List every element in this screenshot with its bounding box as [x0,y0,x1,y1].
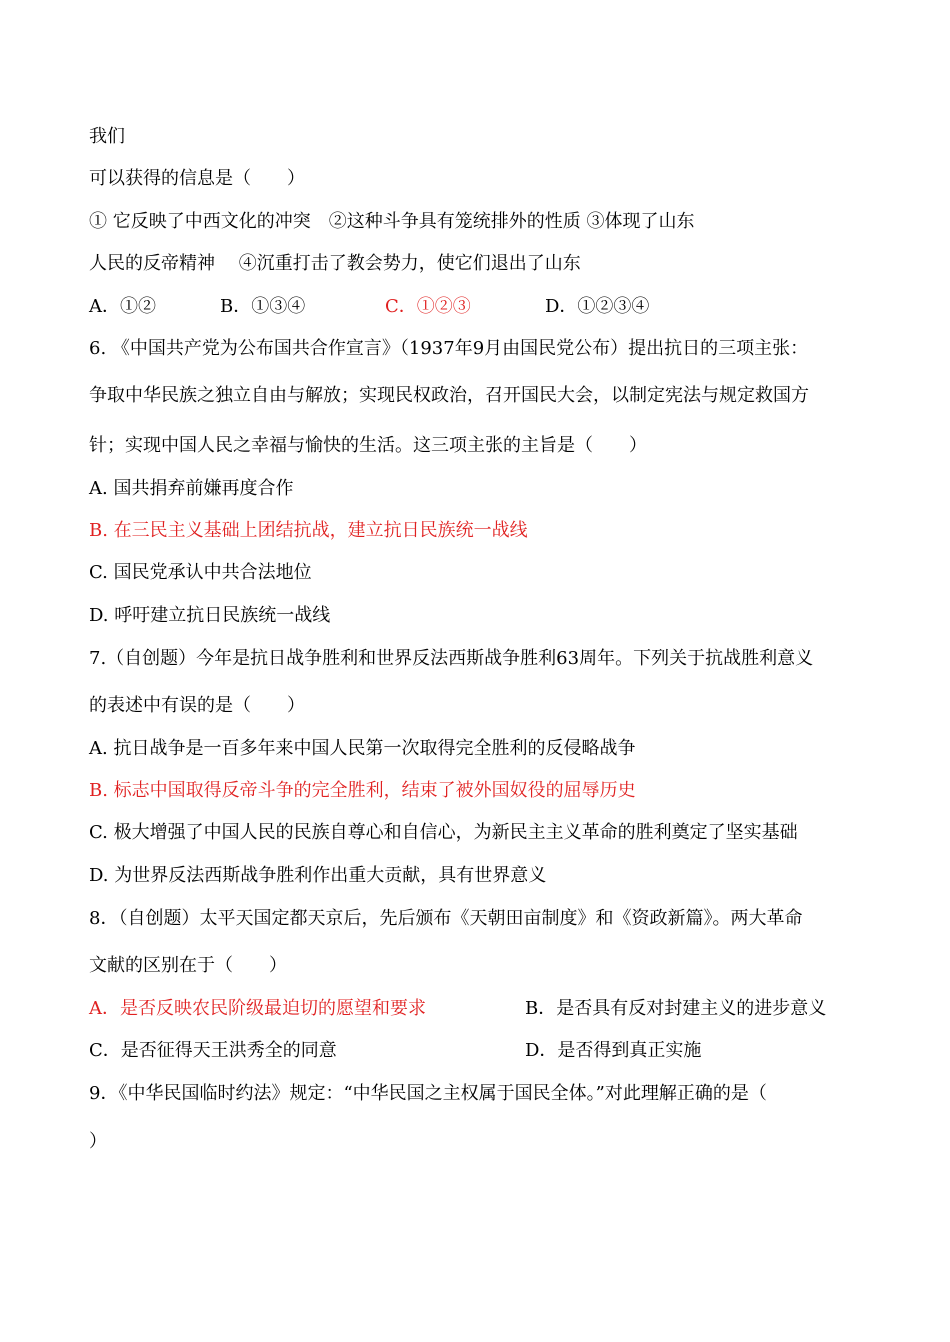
q8-option-b: B．是否具有反对封建主义的进步意义 [525,998,827,1019]
text-line: A. 国共捐弃前嫌再度合作 [89,478,294,499]
text-line: ① 它反映了中西文化的冲突 ②这种斗争具有笼统排外的性质 ③体现了山东 [89,211,695,232]
text-line: 7.（自创题）今年是抗日战争胜利和世界反法西斯战争胜利63周年。下列关于抗战胜利意义 [89,648,814,669]
text-line: 8．（自创题）太平天国定都天京后，先后颁布《天朝田亩制度》和《资政新篇》。两大革命 [89,908,803,929]
text-line: D. 呼吁建立抗日民族统一战线 [89,605,331,626]
q5-option-b: B．①③④ [220,296,306,317]
text-line: 争取中华民族之独立自由与解放；实现民权政治，召开国民大会，以制定宪法与规定救国方 [89,385,809,406]
q5-option-d: D．①②③④ [545,296,650,317]
q8-option-d: D．是否得到真正实施 [525,1040,702,1061]
text-line: 的表述中有误的是（ ） [89,695,305,716]
text-line: C. 国民党承认中共合法地位 [89,562,312,583]
text-line: 6. 《中国共产党为公布国共合作宣言》（1937年9月由国民党公布）提出抗日的三项主张： [89,338,809,359]
text-line: C．是否征得天王洪秀全的同意 [89,1040,337,1061]
text-line: 人民的反帝精神 ④沉重打击了教会势力，使它们退出了山东 [89,253,581,274]
text-line: 文献的区别在于（ ） [89,955,287,976]
answer-line: B. 在三民主义基础上团结抗战，建立抗日民族统一战线 [89,520,528,541]
text-line: 针；实现中国人民之幸福与愉快的生活。这三项主张的主旨是（ ） [89,435,647,456]
text-line: 9．《中华民国临时约法》规定：“中华民国之主权属于国民全体。”对此理解正确的是（ [89,1083,767,1104]
q5-option-a: A．①② [89,296,156,317]
text-line: C. 极大增强了中国人民的民族自尊心和自信心，为新民主主义革命的胜利奠定了坚实基础 [89,822,798,843]
text-line: D. 为世界反法西斯战争胜利作出重大贡献，具有世界意义 [89,865,547,886]
text-line: 可以获得的信息是（ ） [89,168,305,189]
text-line: A. 抗日战争是一百多年来中国人民第一次取得完全胜利的反侵略战争 [89,738,636,759]
q8-option-a-answer: A．是否反映农民阶级最迫切的愿望和要求 [89,998,426,1019]
answer-line: B. 标志中国取得反帝斗争的完全胜利，结束了被外国奴役的屈辱历史 [89,780,636,801]
text-line: 我们 [89,126,125,147]
q5-option-c-answer: C．①②③ [385,296,471,317]
text-line: ） [89,1131,107,1152]
